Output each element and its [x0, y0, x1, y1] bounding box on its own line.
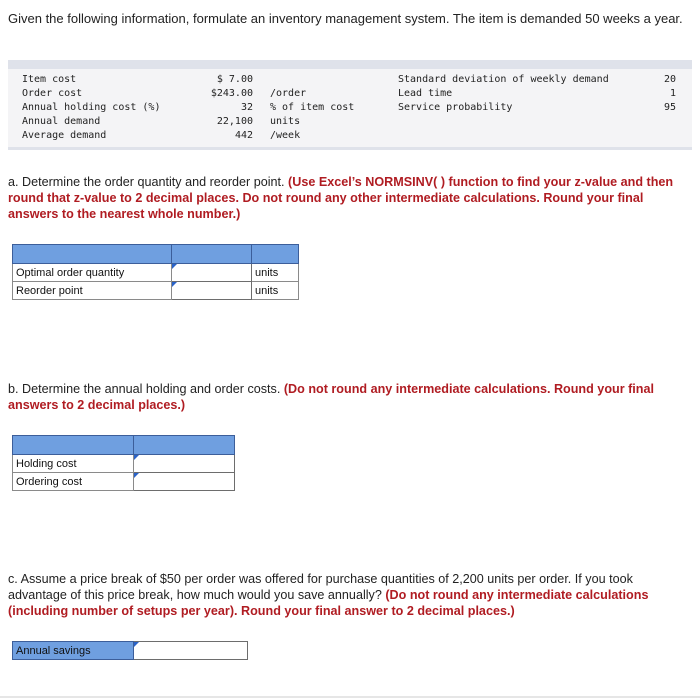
info-unit: /order [270, 88, 307, 99]
holding-cost-input[interactable] [134, 455, 235, 473]
row-label: Ordering cost [13, 473, 134, 491]
table-header-row [13, 245, 299, 264]
table-row [13, 455, 235, 473]
info-label: Standard deviation of weekly demand [398, 74, 609, 85]
info-label: Average demand [22, 130, 107, 141]
ordering-cost-input[interactable] [134, 473, 235, 491]
header-cell [134, 436, 235, 455]
table-row [13, 264, 299, 282]
question-text: a. Determine the order quantity and reorder point. [8, 175, 285, 189]
info-label: Order cost [22, 88, 83, 99]
header-cell [172, 245, 252, 264]
question-hint: (Do not round any intermediate calculations. Round your final answers to 2 decimal places.) [8, 382, 654, 412]
row-label: Annual savings [13, 642, 134, 660]
given-information-panel [8, 60, 692, 150]
unit-label: units [252, 282, 299, 300]
row-label: Reorder point [13, 282, 172, 300]
row-label: Optimal order quantity [13, 264, 172, 282]
info-label: Service probability [398, 102, 513, 113]
question-hint: (Do not round any intermediate calculations (including number of setups per year). Round your final answer to 2 decimal places.) [8, 588, 649, 618]
table-row [13, 642, 248, 660]
answer-table-a [12, 244, 299, 300]
info-value: $243.00 [210, 88, 253, 99]
header-cell [252, 245, 299, 264]
info-unit: % of item cost [270, 102, 355, 113]
info-value: 1 [669, 88, 676, 99]
answer-table-c [12, 641, 248, 660]
question-text: b. Determine the annual holding and order costs. [8, 382, 281, 396]
header-cell [13, 245, 172, 264]
problem-intro: Given the following information, formulate an inventory management system. The item is demanded 50 weeks a year. [8, 11, 683, 26]
panel-header-bar [8, 60, 692, 69]
question-hint: (Use Excel’s NORMSINV( ) function to find your z-value and then round that z-value to 2 decimal places. Do not round any other intermediate calculations. Round your final answers to the nearest whole number.) [8, 175, 674, 221]
table-row [13, 473, 235, 491]
info-value: 32 [240, 102, 253, 113]
question-text: c. Assume a price break of $50 per order was offered for purchase quantities of 2,200 units per order. If you took advantage of this price break, how much would you save annually? [8, 572, 633, 602]
optimal-order-quantity-input[interactable] [172, 264, 252, 282]
info-value: 95 [663, 102, 676, 113]
info-unit: units [270, 116, 301, 127]
info-value: $ 7.00 [216, 74, 253, 85]
info-label: Lead time [398, 88, 453, 99]
panel-footer-bar [8, 147, 692, 150]
info-value: 20 [663, 74, 676, 85]
question-part-c [8, 571, 678, 619]
row-label: Holding cost [13, 455, 134, 473]
table-row [13, 282, 299, 300]
info-label: Annual holding cost (%) [22, 102, 161, 113]
header-cell [13, 436, 134, 455]
info-value: 22,100 [216, 116, 253, 127]
question-part-a [8, 174, 678, 222]
table-header-row [13, 436, 235, 455]
info-unit: /week [270, 130, 301, 141]
annual-savings-input[interactable] [134, 642, 248, 660]
answer-table-b [12, 435, 235, 491]
question-part-b [8, 381, 678, 413]
unit-label: units [252, 264, 299, 282]
info-value: 442 [234, 130, 253, 141]
info-label: Annual demand [22, 116, 101, 127]
info-label: Item cost [22, 74, 77, 85]
reorder-point-input[interactable] [172, 282, 252, 300]
